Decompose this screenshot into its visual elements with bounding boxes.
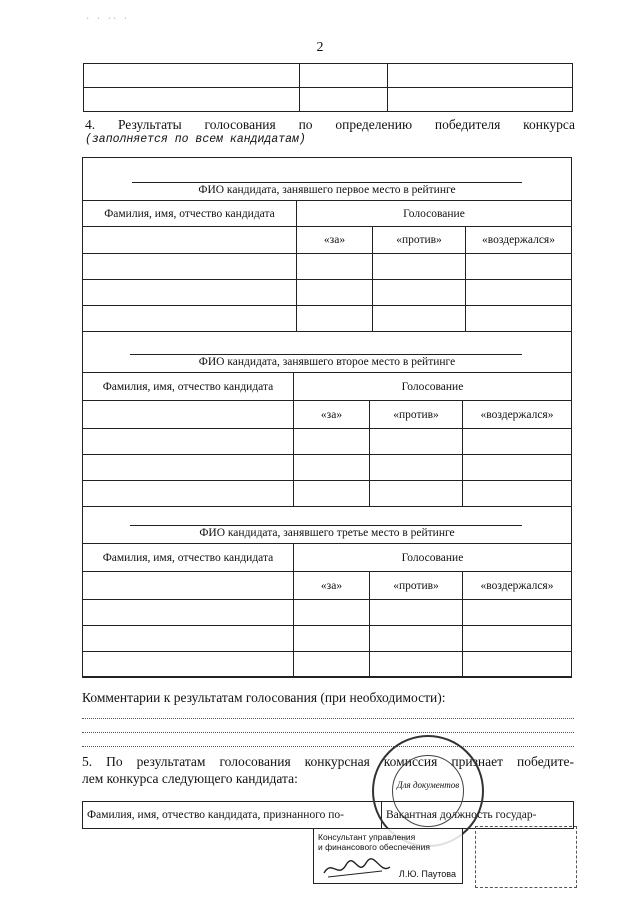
against-header: «против» [370,572,463,600]
faded-stamp [475,826,577,888]
abstain-header: «воздержался» [463,572,572,600]
comments-label: Комментарии к результатам голосования (при необходимости): [82,690,446,705]
block-2-title: ФИО кандидата, занявшего второе место в рейтинге [198,356,456,368]
winner-name-header: Фамилия, имя, отчество кандидата, признанного по- [83,802,382,829]
abstain-header: «воздержался» [466,227,572,254]
certification-stamp [313,828,463,884]
section-4-heading: 4. Результаты голосования по определению победителя конкурса (заполняется по всем кандидатам) [85,117,575,146]
candidate-2-name-line [130,354,522,355]
vote-table-2 [82,372,572,507]
seal-center-text: Для документов [396,780,460,790]
block-3-title: ФИО кандидата, занявшего третье место в рейтинге [199,527,455,539]
vote-header: Голосование [294,544,572,572]
comments-line [82,732,574,733]
vacant-position-header: Вакантная должность государ- [382,802,574,829]
vote-table-1 [82,200,572,332]
scan-noise: · · ·· · [85,14,129,24]
vote-header: Голосование [294,373,572,401]
winner-table [82,801,574,829]
previous-table [83,63,573,112]
for-header: «за» [294,401,370,429]
name-header: Фамилия, имя, отчество кандидата [83,201,297,227]
vote-table-3 [82,543,572,678]
stamp-line-1: Консультант управления [318,832,416,842]
against-header: «против» [373,227,466,254]
candidate-3-name-line [130,525,522,526]
comments-line [82,718,574,719]
signature-icon [322,855,392,881]
name-header: Фамилия, имя, отчество кандидата [83,544,294,572]
for-header: «за» [294,572,370,600]
name-header: Фамилия, имя, отчество кандидата [83,373,294,401]
candidate-1-name-line [132,182,522,183]
vote-header: Голосование [297,201,572,227]
for-header: «за» [297,227,373,254]
section-4-note: (заполняется по всем кандидатам) [85,133,306,146]
comments-line [82,746,574,747]
seal-stamp-inner [392,755,464,827]
section-5-text: 5. По результатам голосования конкурсная комиссия признает победите- лем конкурса следующего кандидата: [82,754,574,786]
against-header: «против» [370,401,463,429]
block-1-title: ФИО кандидата, занявшего первое место в рейтинге [198,184,456,196]
stamp-name: Л.Ю. Паутова [398,869,456,879]
abstain-header: «воздержался» [463,401,572,429]
page-number: 2 [316,40,324,55]
stamp-line-2: и финансового обеспечения [318,842,430,852]
